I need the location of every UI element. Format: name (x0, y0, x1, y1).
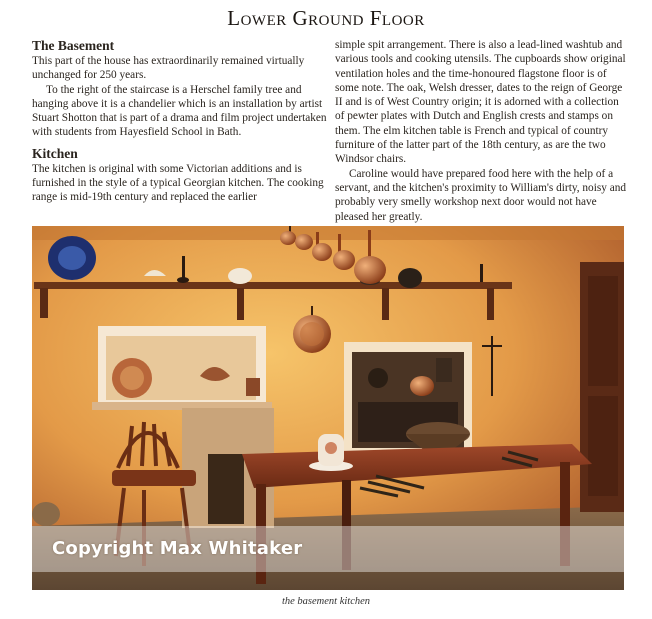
kitchen-heading: Kitchen (32, 145, 78, 161)
basement-heading: The Basement (32, 38, 115, 53)
photo-caption: the basement kitchen (281, 596, 371, 607)
kitchen-paragraph-2: simple spit arrangement. There is also a lead-lined washtub and various tools and cooking utensils. The cupboards show original ventilation holes and the time-honoured flagstone floor is of some note. The oak, Welsh dresser, dates to the reign of George II and is of West Country origin; it is adorned with a collection of pewter plates with Dutch and English crests and stamps on them. The elm kitchen table is French and typical of country furniture of the latter part of the 18th century, as are the two Windsor chairs. (335, 39, 626, 166)
copper-pan-icon (280, 231, 296, 245)
copyright-watermark: Copyright Max Whitaker (52, 538, 303, 559)
kitchen-paragraph-1: The kitchen is original with some Victorian additions and is furnished in the style of a typical Georgian kitchen. The cooking range is mid-19th century and replaced the earlier (32, 162, 324, 204)
left-column (32, 38, 327, 205)
kitchen-paragraph-3: Caroline would have prepared food here with the help of a servant, and the kitchen's proximity to William's dirty, noisy and probably very smelly workshop next door would not have pleased her greatly. (335, 167, 627, 223)
wall-shelf (34, 282, 512, 289)
right-column (335, 38, 630, 224)
kitchen-photo (32, 226, 624, 590)
watermark-band (32, 526, 624, 572)
basement-paragraph-1: This part of the house has extraordinarily remained virtually unchanged for 250 years. (32, 55, 305, 82)
basement-paragraph-2: To the right of the staircase is a Herschel family tree and hanging above it is a chandelier which is an installation by artist Stuart Shotton that is part of a drama and film project undertaken with students from Hayesfield School in Bath. (32, 83, 327, 139)
page-title: Lower Ground Floor (227, 6, 425, 30)
